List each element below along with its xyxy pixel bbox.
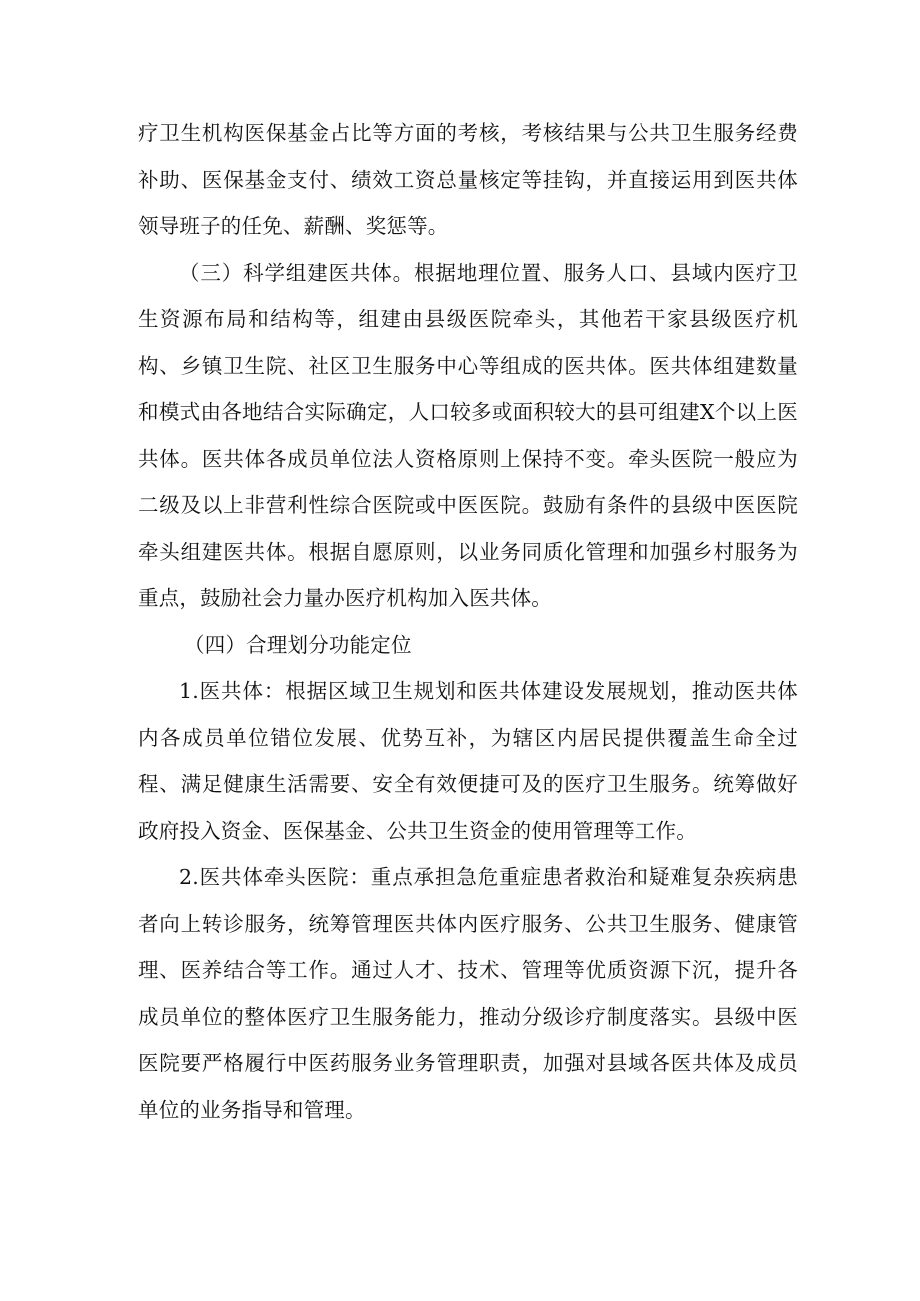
- paragraph-item-1: 1.医共体：根据区域卫生规划和医共体建设发展规划，推动医共体内各成员单位错位发展、优势互补，为辖区内居民提供覆盖生命全过程、满足健康生活需要、安全有效便捷可及的医疗卫生服务。统筹做好政府投入资金、医保基金、公共卫生资金的使用管理等工作。: [138, 679, 798, 843]
- paragraph-section-3: （三）科学组建医共体。根据地理位置、服务人口、县域内医疗卫生资源布局和结构等，组建由县级医院牵头，其他若干家县级医疗机构、乡镇卫生院、社区卫生服务中心等组成的医共体。医共体组建数量和模式由各地结合实际确定，人口较多或面积较大的县可组建X个以上医共体。医共体各成员单位法人资格原则上保持不变。牵头医院一般应为二级及以上非营利性综合医院或中医医院。鼓励有条件的县级中医医院牵头组建医共体。根据自愿原则，以业务同质化管理和加强乡村服务为重点，鼓励社会力量办医疗机构加入医共体。: [138, 260, 798, 610]
- paragraph-item-2: 2.医共体牵头医院：重点承担急危重症患者救治和疑难复杂疾病患者向上转诊服务，统筹管理医共体内医疗服务、公共卫生服务、健康管理、医养结合等工作。通过人才、技术、管理等优质资源下沉，提升各成员单位的整体医疗卫生服务能力，推动分级诊疗制度落实。县级中医医院要严格履行中医药服务业务管理职责，加强对县域各医共体及成员单位的业务指导和管理。: [138, 865, 798, 1122]
- document-body: [138, 110, 798, 1133]
- paragraph-continuation: 疗卫生机构医保基金占比等方面的考核，考核结果与公共卫生服务经费补助、医保基金支付、绩效工资总量核定等挂钩，并直接运用到医共体领导班子的任免、薪酬、奖惩等。: [138, 121, 798, 238]
- heading-section-4: （四）合理划分功能定位: [184, 632, 412, 657]
